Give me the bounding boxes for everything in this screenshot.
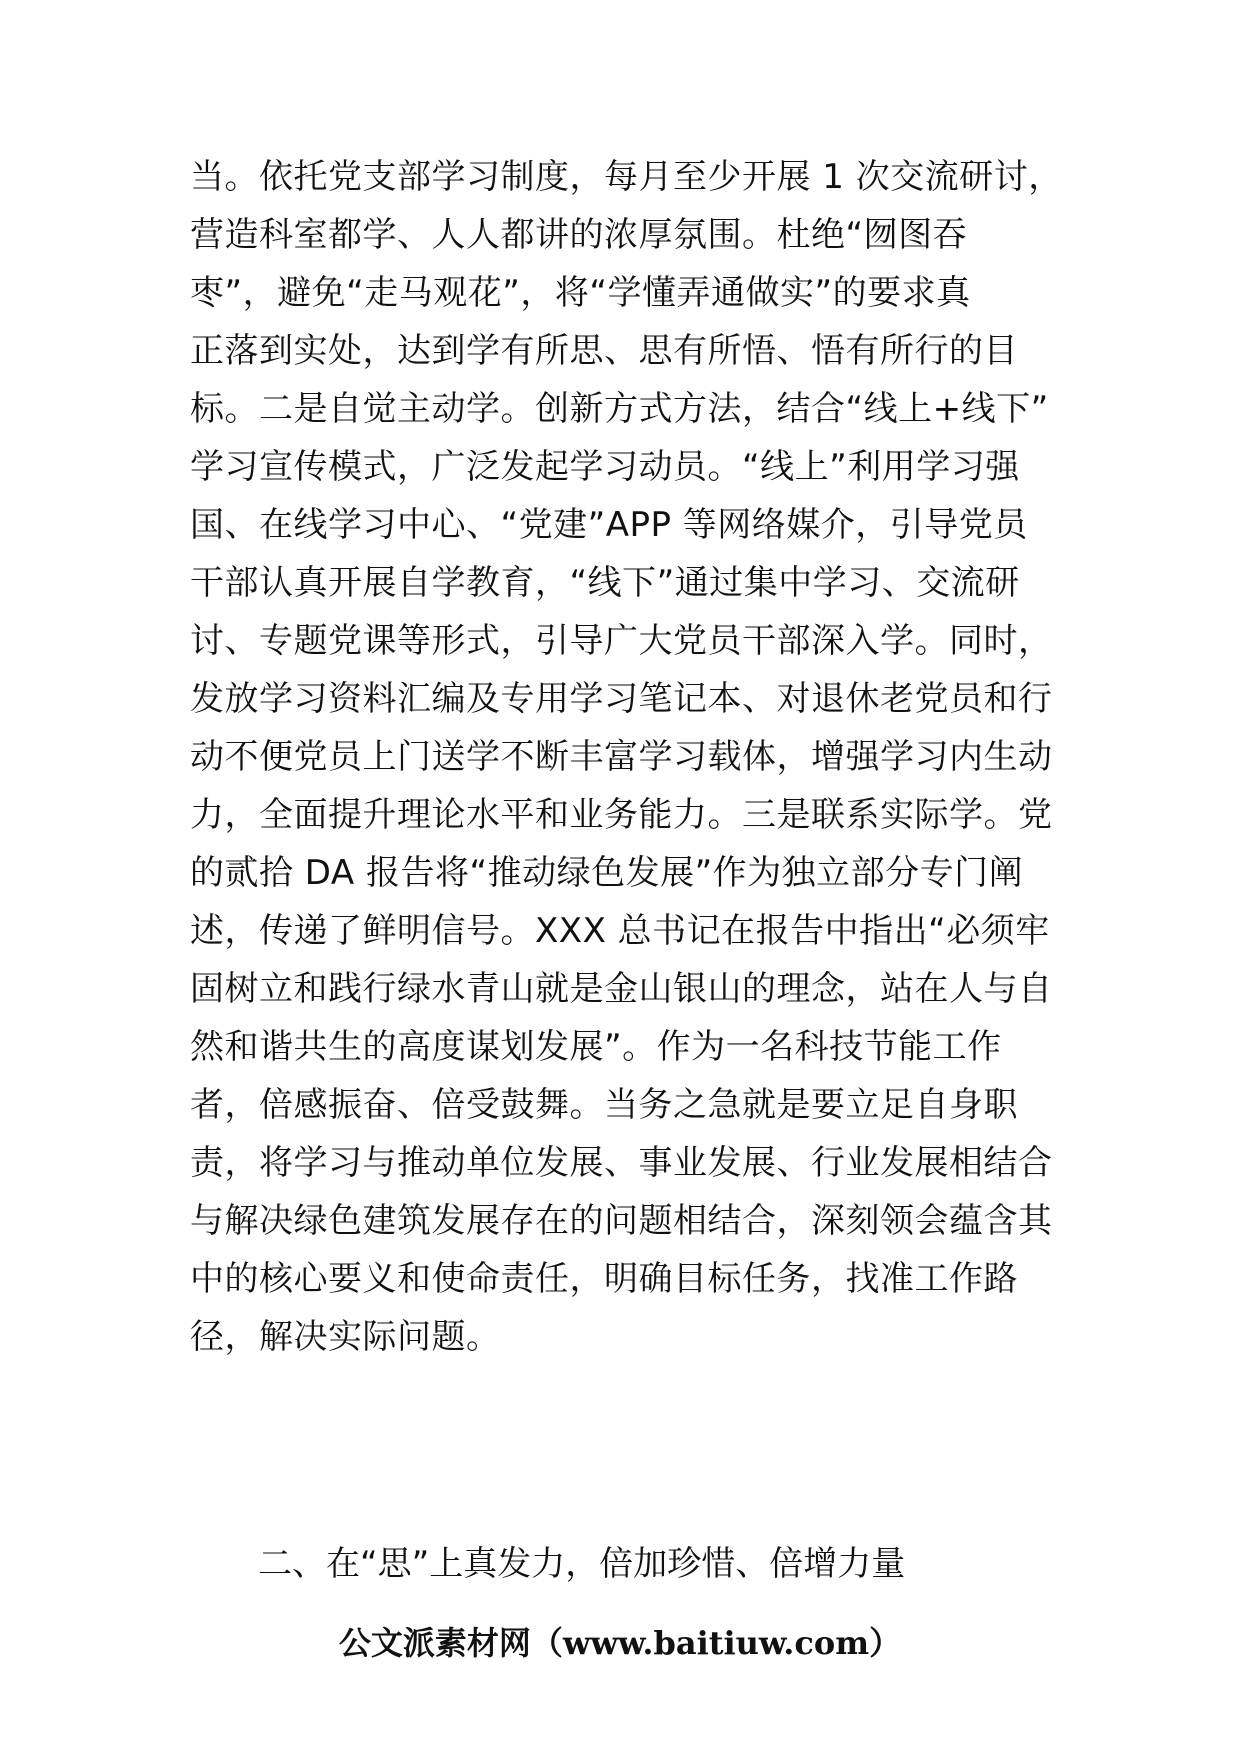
paragraph-line: 营造科室都学、人人都讲的浓厚氛围。杜绝“囫图吞	[190, 215, 968, 255]
paragraph-line: 者，倍感振奋、倍受鼓舞。当务之急就是要立足自身职	[190, 1085, 1018, 1125]
paragraph-line: 固树立和践行绿水青山就是金山银山的理念，站在人与自	[190, 969, 1053, 1009]
section-heading: 二、在“思”上真发力，倍加珍惜、倍增力量	[258, 1544, 906, 1584]
paragraph-line: 正落到实处，达到学有所思、思有所悟、悟有所行的目	[190, 331, 1018, 371]
paragraph-line: 当。依托党支部学习制度，每月至少开展 1 次交流研讨，	[190, 157, 1063, 197]
paragraph-line: 学习宣传模式，广泛发起学习动员。“线上”利用学习强	[190, 447, 1020, 487]
paragraph-line: 然和谐共生的高度谋划发展”。作为一名科技节能工作	[190, 1027, 1002, 1067]
paragraph-line: 径，解决实际问题。	[190, 1317, 501, 1357]
paragraph-line: 责，将学习与推动单位发展、事业发展、行业发展相结合	[190, 1143, 1053, 1183]
paragraph-line: 力，全面提升理论水平和业务能力。三是联系实际学。党	[190, 795, 1053, 835]
footer-watermark: 公文派素材网（www.baitiuw.com）	[338, 1624, 902, 1662]
paragraph-line: 国、在线学习中心、“党建”APP 等网络媒介，引导党员	[190, 505, 1028, 545]
paragraph-line: 标。二是自觉主动学。创新方式方法，结合“线上+线下”	[190, 389, 1049, 429]
paragraph-line: 发放学习资料汇编及专用学习笔记本、对退休老党员和行	[190, 679, 1053, 719]
paragraph-line: 述，传递了鲜明信号。XXX 总书记在报告中指出“必须牢	[190, 911, 1050, 951]
paragraph-line: 动不便党员上门送学不断丰富学习载体，增强学习内生动	[190, 737, 1053, 777]
paragraph-line: 干部认真开展自学教育，“线下”通过集中学习、交流研	[190, 563, 1020, 603]
paragraph-line: 讨、专题党课等形式，引导广大党员干部深入学。同时，	[190, 621, 1053, 661]
paragraph-line: 与解决绿色建筑发展存在的问题相结合，深刻领会蕴含其	[190, 1201, 1053, 1241]
paragraph-line: 的贰拾 DA 报告将“推动绿色发展”作为独立部分专门阐	[190, 853, 1024, 893]
paragraph-line: 枣”，避免“走马观花”，将“学懂弄通做实”的要求真	[190, 273, 971, 313]
paragraph-line: 中的核心要义和使命责任，明确目标任务，找准工作路	[190, 1259, 1018, 1299]
